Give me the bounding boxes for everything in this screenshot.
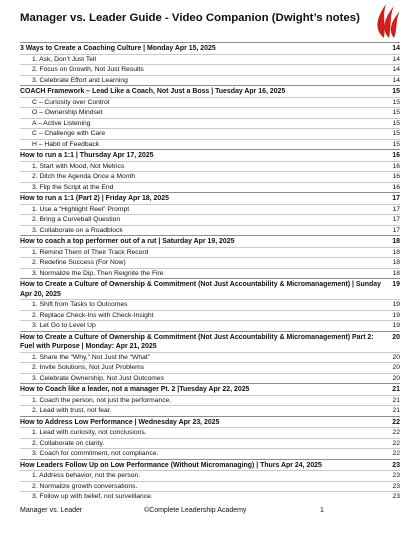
- toc-entry[interactable]: [20, 320, 400, 331]
- toc-section-heading[interactable]: [20, 383, 400, 395]
- toc-entry-title: 1. Use a “Highlight Reel” Prompt: [32, 205, 130, 213]
- toc-entry[interactable]: [20, 362, 400, 373]
- toc-entry-page: 22: [392, 429, 400, 436]
- toc-entry[interactable]: [20, 352, 400, 363]
- toc-entry-title: H – Habit of Feedback: [32, 140, 100, 148]
- toc-entry[interactable]: [20, 268, 400, 279]
- table-of-contents: [20, 42, 400, 502]
- toc-entry-title: 1. Lead with curiosity, not conclusions.: [32, 429, 147, 436]
- toc-entry[interactable]: [20, 448, 400, 459]
- toc-entry-title: 2. Replace Check-Ins with Check-Insight: [32, 311, 154, 319]
- toc-entry-page: 17: [392, 226, 400, 234]
- toc-entry-title: 3. Celebrate Effort and Learning: [32, 76, 128, 84]
- toc-section-page: 19: [392, 281, 400, 288]
- toc-entry[interactable]: [20, 427, 400, 438]
- toc-entry[interactable]: [20, 139, 400, 150]
- toc-section-page: 20: [392, 333, 400, 341]
- toc-entry-page: 16: [392, 162, 400, 170]
- toc-entry-title: A – Active Listening: [32, 119, 91, 127]
- toc-entry[interactable]: [20, 373, 400, 384]
- toc-entry[interactable]: [20, 438, 400, 449]
- toc-entry-page: 19: [392, 322, 400, 329]
- toc-section-page: 15: [392, 88, 400, 95]
- toc-entry-page: 20: [392, 374, 400, 382]
- toc-section-heading[interactable]: [20, 149, 400, 161]
- toc-entry-title: 2. Collaborate on clarity.: [32, 439, 105, 447]
- toc-entry-page: 15: [392, 140, 400, 148]
- toc-entry-title: 2. Normalize growth conversations.: [32, 482, 138, 490]
- toc-entry-page: 18: [392, 259, 400, 266]
- toc-section-page: 22: [392, 418, 400, 426]
- toc-entry[interactable]: [20, 310, 400, 321]
- toc-section-heading[interactable]: [20, 416, 400, 428]
- toc-entry[interactable]: [20, 75, 400, 86]
- toc-entry-page: 22: [392, 439, 400, 447]
- toc-section-title: How to run a 1:1 (Part 2) | Friday Apr 18, 2025: [20, 195, 169, 202]
- toc-section-title: How to Create a Culture of Ownership & Commitment (Not Just Accountability & Micromanagement) Part 2: Fuel with Purpose | Monday: Apr 21, 2025: [20, 333, 374, 350]
- toc-entry-title: 3. Normalize the Dip, Then Reignite the Fire: [32, 269, 164, 277]
- toc-section-page: 23: [392, 461, 400, 469]
- toc-entry-title: 1. Address behavior, not the person.: [32, 472, 141, 479]
- toc-entry[interactable]: [20, 182, 400, 193]
- toc-entry-page: 15: [392, 130, 400, 137]
- toc-entry[interactable]: [20, 225, 400, 236]
- toc-entry-title: 3. Follow up with belief, not surveillance.: [32, 493, 153, 500]
- toc-entry-page: 19: [392, 301, 400, 308]
- toc-entry-title: 1. Ask, Don’t Just Tell: [32, 55, 97, 63]
- toc-section-page: 21: [392, 386, 400, 393]
- toc-entry-page: 14: [392, 55, 400, 63]
- toc-entry-page: 17: [392, 205, 400, 213]
- toc-entry-page: 23: [392, 482, 400, 490]
- toc-entry-page: 16: [392, 173, 400, 180]
- toc-section-title: How Leaders Follow Up on Low Performance (Without Micromanaging) | Thurs Apr 24, 2025: [20, 461, 322, 469]
- toc-entry-page: 15: [392, 109, 400, 116]
- toc-entry-page: 14: [392, 66, 400, 73]
- toc-section-title: 3 Ways to Create a Coaching Culture | Monday Apr 15, 2025: [20, 45, 216, 52]
- toc-section-heading[interactable]: [20, 85, 400, 97]
- toc-entry-title: 2. Ditch the Agenda Once a Month: [32, 173, 136, 180]
- toc-entry-page: 23: [392, 493, 400, 500]
- toc-section-title: How to Address Low Performance | Wednesday Apr 23, 2025: [20, 418, 220, 426]
- toc-entry-title: C – Challenge with Care: [32, 130, 106, 137]
- toc-entry[interactable]: [20, 491, 400, 502]
- toc-section-page: 14: [392, 45, 400, 52]
- toc-entry-title: 3. Coach for commitment, not compliance.: [32, 450, 159, 457]
- toc-section-heading[interactable]: [20, 331, 400, 352]
- toc-entry-page: 15: [392, 98, 400, 106]
- footer-page-number: 1: [320, 507, 324, 514]
- toc-entry-title: 1. Start with Mood, Not Metrics: [32, 162, 125, 170]
- footer-left-text: Manager vs. Leader: [20, 507, 83, 514]
- toc-entry-page: 17: [392, 216, 400, 223]
- toc-entry[interactable]: [20, 395, 400, 406]
- footer-copyright: ©Complete Leadership Academy: [144, 507, 247, 514]
- toc-entry[interactable]: [20, 118, 400, 129]
- toc-entry[interactable]: [20, 405, 400, 416]
- toc-section-title: How to Coach like a leader, not a manager Pt. 2 |Tuesday Apr 22, 2025: [20, 386, 250, 393]
- toc-section-heading[interactable]: [20, 192, 400, 204]
- toc-entry-title: 1. Coach the person, not just the performance.: [32, 396, 172, 404]
- toc-entry-page: 18: [392, 248, 400, 256]
- toc-entry[interactable]: [20, 161, 400, 172]
- toc-entry-title: C – Curiosity over Control: [32, 98, 110, 106]
- toc-entry-page: 20: [392, 353, 400, 361]
- toc-entry[interactable]: [20, 204, 400, 215]
- toc-entry-title: 2. Lead with trust, not fear.: [32, 407, 112, 414]
- toc-entry-page: 21: [392, 407, 400, 414]
- toc-entry-title: 3. Let Go to Level Up: [32, 322, 96, 329]
- toc-entry[interactable]: [20, 470, 400, 481]
- toc-section-title: How to run a 1:1 | Thursday Apr 17, 2025: [20, 152, 154, 159]
- toc-entry-page: 19: [392, 311, 400, 319]
- toc-section-title: How to Create a Culture of Ownership & Commitment (Not Just Accountability & Micromanagement) | Sunday Apr 20, 2025: [20, 281, 381, 298]
- toc-section-page: 17: [392, 195, 400, 202]
- document-title: Manager vs. Leader Guide - Video Companion (Dwight’s notes): [20, 12, 360, 24]
- toc-entry-title: 3. Collaborate on a Roadblock: [32, 226, 123, 234]
- toc-entry[interactable]: [20, 247, 400, 258]
- toc-entry[interactable]: [20, 97, 400, 108]
- toc-section-heading[interactable]: [20, 42, 400, 54]
- toc-entry[interactable]: [20, 299, 400, 310]
- toc-section-heading[interactable]: [20, 235, 400, 247]
- toc-entry-title: 3. Flip the Script at the End: [32, 183, 114, 191]
- toc-section-page: 16: [392, 152, 400, 159]
- toc-entry-page: 23: [392, 472, 400, 479]
- toc-entry-page: 14: [392, 76, 400, 84]
- toc-entry-page: 16: [392, 183, 400, 191]
- toc-section-heading[interactable]: [20, 278, 400, 299]
- toc-section-title: How to coach a top performer out of a rut | Saturday Apr 19, 2025: [20, 238, 235, 245]
- toc-entry-title: 2. Invite Solutions, Not Just Problems: [32, 364, 145, 371]
- toc-entry-page: 20: [392, 364, 400, 371]
- toc-entry[interactable]: [20, 481, 400, 492]
- toc-entry-title: 2. Redefine Success (For Now): [32, 259, 126, 266]
- toc-entry-title: 1. Remind Them of Their Track Record: [32, 248, 149, 256]
- toc-entry-page: 21: [392, 396, 400, 404]
- toc-section-title: COACH Framework – Lead Like a Coach, Not Just a Boss | Tuesday Apr 16, 2025: [20, 88, 286, 95]
- toc-entry-title: 3. Celebrate Ownership, Not Just Outcomes: [32, 374, 165, 382]
- toc-entry-title: 1. Shift from Tasks to Outcomes: [32, 301, 128, 308]
- toc-entry[interactable]: [20, 128, 400, 139]
- toc-entry[interactable]: [20, 64, 400, 75]
- toc-section-heading[interactable]: [20, 459, 400, 471]
- toc-entry-title: 2. Bring a Curveball Question: [32, 216, 121, 223]
- toc-entry[interactable]: [20, 107, 400, 118]
- flame-logo-icon: [368, 0, 408, 40]
- toc-entry[interactable]: [20, 54, 400, 65]
- toc-entry[interactable]: [20, 214, 400, 225]
- toc-entry-title: 2. Focus on Growth, Not Just Results: [32, 66, 144, 73]
- toc-entry-title: O – Ownership Mindset: [32, 109, 103, 116]
- toc-entry-page: 15: [392, 119, 400, 127]
- toc-entry-title: 1. Share the “Why,” Not Just the “What”: [32, 353, 151, 361]
- toc-entry[interactable]: [20, 257, 400, 268]
- toc-entry-page: 18: [392, 269, 400, 277]
- toc-entry-page: 22: [392, 450, 400, 457]
- toc-entry[interactable]: [20, 171, 400, 182]
- toc-section-page: 18: [392, 238, 400, 245]
